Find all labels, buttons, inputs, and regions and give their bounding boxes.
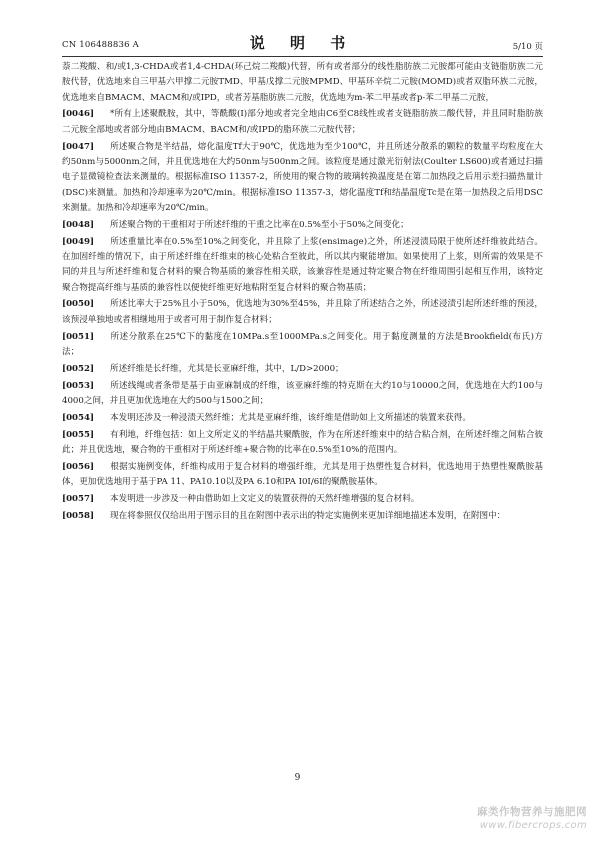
paragraph-text: 本发明进一步涉及一种由借助如上文定义的装置获得的天然纤维增强的复合材料。 (110, 494, 420, 505)
paragraph-0053 (62, 379, 543, 410)
paragraph-0055 (62, 428, 543, 459)
paragraph-0058 (62, 509, 543, 524)
paragraph-text: 所述纤维是长纤维，尤其是长亚麻纤维，其中，L/D>2000； (110, 363, 344, 374)
paragraph-0048 (62, 218, 543, 233)
paragraph-text: 现在将参照仅仅给出用于图示目的且在附图中表示出的特定实施例来更加详细地描述本发明，在附图中： (110, 511, 506, 522)
paragraph-number: [0054] (62, 412, 95, 423)
paragraph-number: [0047] (62, 141, 95, 152)
document-title: 说 明 书 (249, 34, 356, 52)
publication-number: CN 106488836 A (62, 40, 139, 50)
paragraph-number: [0058] (62, 511, 95, 522)
paragraph-0047 (62, 140, 543, 216)
paragraph-number: [0049] (62, 236, 95, 247)
paragraph-text: *所有上述聚酰胺，其中，等酰酸(I)部分地或者完全地由C6至C8线性或者支链脂肪族二酸代替，并且同时脂肪族二元胺全部地或者部分地由BMACM、BACM和/或IPD的脂环族二元胺代替； (62, 109, 543, 135)
paragraph-0050 (62, 297, 543, 328)
paragraph-number: [0053] (62, 380, 95, 391)
paragraph-text: 根据实施例变体，纤维构成用于复合材料的增强纤维，尤其是用于热塑性复合材料，优选地用于热塑性聚酰胺基体，更加优选地用于基于PA 11、PA10.10以及PA 6.10和PA I0I/6I的聚酰胺基体。 (62, 461, 543, 488)
paragraph-text: 所述分散系在25℃下的黏度在10MPa.s至1000MPa.s之间变化。用于黏度测量的方法是Brookfield(布氏)方法； (62, 331, 543, 357)
paragraph-number: [0057] (62, 494, 95, 505)
paragraph-number: [0051] (62, 331, 95, 342)
paragraph-text: 萘二羧酸、和/或1,3-CHDA或者1,4-CHDA(环己烷二羧酸)代替，所有或者部分的线性脂肪族二元胺都可能由支链脂肪族二元胺代替，优选地来自三甲基六甲撑二元胺TMD、甲基戊撑二元胺MPMD、甲基环辛烷二元胺(MOMD)或者双脂环族二元胺，优选地来自BMACM、MACM和/或IPD，或者芳基脂肪族二元胺，优选地为m-苯二甲基或者p-苯二甲基二元胺， (62, 62, 543, 103)
site-watermark (477, 806, 587, 832)
paragraph-0049 (62, 235, 543, 296)
document-body (62, 60, 543, 526)
paragraph-0046 (62, 107, 543, 138)
paragraph-number: [0050] (62, 299, 95, 310)
paragraph-text: 所述聚合物的干重相对于所述纤维的干重之比率在0.5%至小于50%之间变化； (110, 219, 409, 230)
document-header (62, 28, 543, 54)
paragraph-number: [0048] (62, 219, 95, 230)
paragraph-0057 (62, 492, 543, 507)
paragraph-0051 (62, 330, 543, 361)
paragraph-0052 (62, 362, 543, 377)
paragraph-text: 有利地，纤维包括：如上文所定义的半结晶共聚酰胺，作为在所述纤维束中的结合粘合剂，在所述纤维之间粘合彼此；并且优选地，聚合物的干重相对于所述纤维+聚合物的比率在0.5%至10%的范围内。 (62, 429, 543, 456)
paragraph-text: 所述线绳或者条带是基于由亚麻制成的纤维，该亚麻纤维的特克斯在大约10与10000之间，优选地在大约100与4000之间，并且更加优选地在大约500与1500之间； (62, 380, 543, 406)
paragraph-number: [0046] (62, 109, 95, 120)
paragraph-0056 (62, 460, 543, 491)
watermark-title: 麻类作物营养与施肥网 (477, 806, 587, 818)
paragraph-continuation (62, 60, 543, 106)
page-number: 9 (294, 773, 301, 783)
paragraph-text: 所述聚合物是半结晶，熔化温度Tf大于90℃，优选地为至少100℃，并且所述分散系的颗粒的数量平均粒度在大约50nm与5000nm之间，并且优选地在大约50nm与500nm之间。该粒度是通过激光衍射法(Coulter LS600)或者通过扫描电子显微镜检查法来测量的。根据标准ISO 11357-2，所使用的聚合物的玻璃转换温度是在第二加热段之后用示差扫描热量计(DSC)来测量。加热和冷却速率为20℃/min。根据标准ISO 11357-3，熔化温度Tf和结晶温度Tc是在第一加热段之后用DSC来测量。加热和冷却速率为20℃/min。 (62, 141, 543, 213)
paragraph-text: 本发明还涉及一种浸渍天然纤维；尤其是亚麻纤维，该纤维是借助如上文所描述的装置来获得。 (110, 412, 471, 423)
paragraph-number: [0052] (62, 363, 95, 374)
paragraph-number: [0056] (62, 461, 95, 472)
watermark-url: www.fibercrops.com (479, 820, 587, 831)
paragraph-text: 所述比率大于25%且小于50%，优选地为30%至45%，并且除了所述结合之外，所述浸渍引起所述纤维的预浸，该预浸单独地或者相继地用于或者可用于制作复合材料； (62, 299, 543, 325)
paragraph-number: [0055] (62, 429, 95, 440)
page-info: 5/10 页 (512, 42, 543, 52)
paragraph-0054 (62, 411, 543, 426)
paragraph-text: 所述重量比率在0.5%至10%之间变化，并且除了上浆(ensimage)之外，所述浸渍局限于使所述纤维彼此结合。在加固纤维的情况下，由于所述纤维在纤维束的核心处粘合至彼此，所以其内聚能增加。如果使用了上浆，则所需的效果是不同的并且与所述纤维和复合材料的聚合物基质的兼容性相关联，该兼容性是通过特定聚合物在纤维周围引起相互作用，该特定聚合物提高纤维与基质的兼容性以便使纤维更好地粘附至复合材料的聚合物基质； (62, 236, 543, 293)
header-rule (62, 56, 543, 57)
